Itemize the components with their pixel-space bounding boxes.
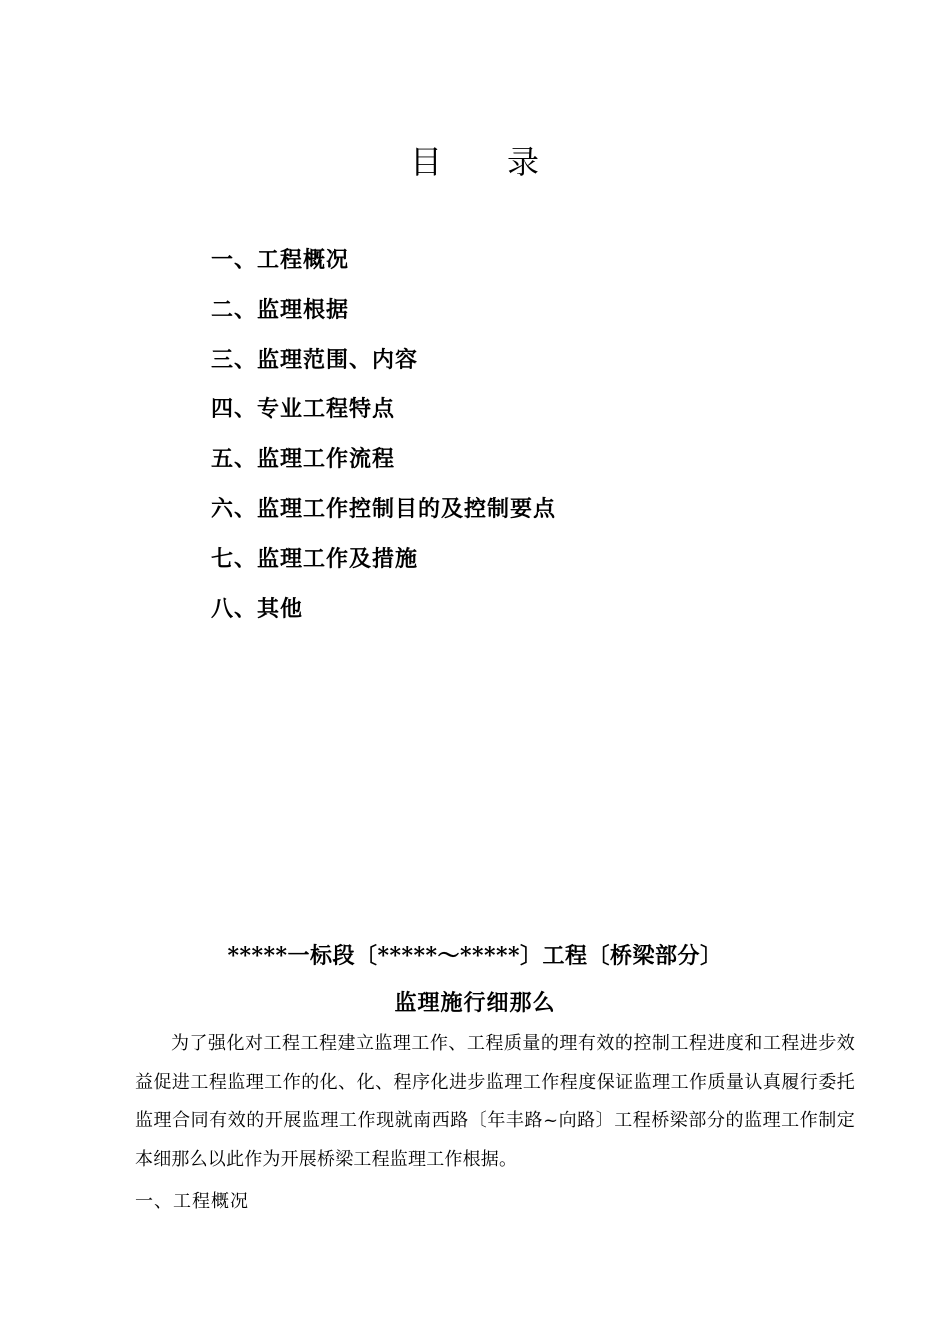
toc-item: 五、监理工作流程	[211, 446, 396, 473]
toc-item: 一、工程概况	[211, 247, 350, 273]
toc-list	[211, 242, 556, 640]
toc-title-right: 录	[507, 143, 541, 181]
intro-paragraph: 为了强化对工程工程建立监理工作、工程质量的理有效的控制工程进度和工程进步效益促进工程监理工作的化、化、程序化进步监理工作程度保证监理工作质量认真履行委托监理合同有效的开展监理工作现就南西路〔年丰路~向路〕工程桥梁部分的监理工作制定本细那么以此作为开展桥梁工程监理工作根据。	[135, 1033, 855, 1170]
toc-item: 六、监理工作控制目的及控制要点	[211, 495, 557, 522]
document-title: *****一标段〔*****～*****〕工程〔桥梁部分〕	[227, 943, 723, 969]
toc-item: 四、专业工程特点	[211, 396, 396, 423]
section-heading: 一、工程概况	[135, 1191, 249, 1212]
toc-item: 七、监理工作及措施	[211, 545, 419, 572]
toc-item: 八、其他	[211, 595, 304, 622]
toc-item: 三、监理范围、内容	[211, 346, 419, 373]
toc-title	[0, 140, 950, 184]
document-subtitle: 监理施行细那么	[394, 990, 556, 1016]
toc-title-left: 目	[409, 143, 443, 181]
toc-item: 二、监理根据	[211, 296, 350, 323]
